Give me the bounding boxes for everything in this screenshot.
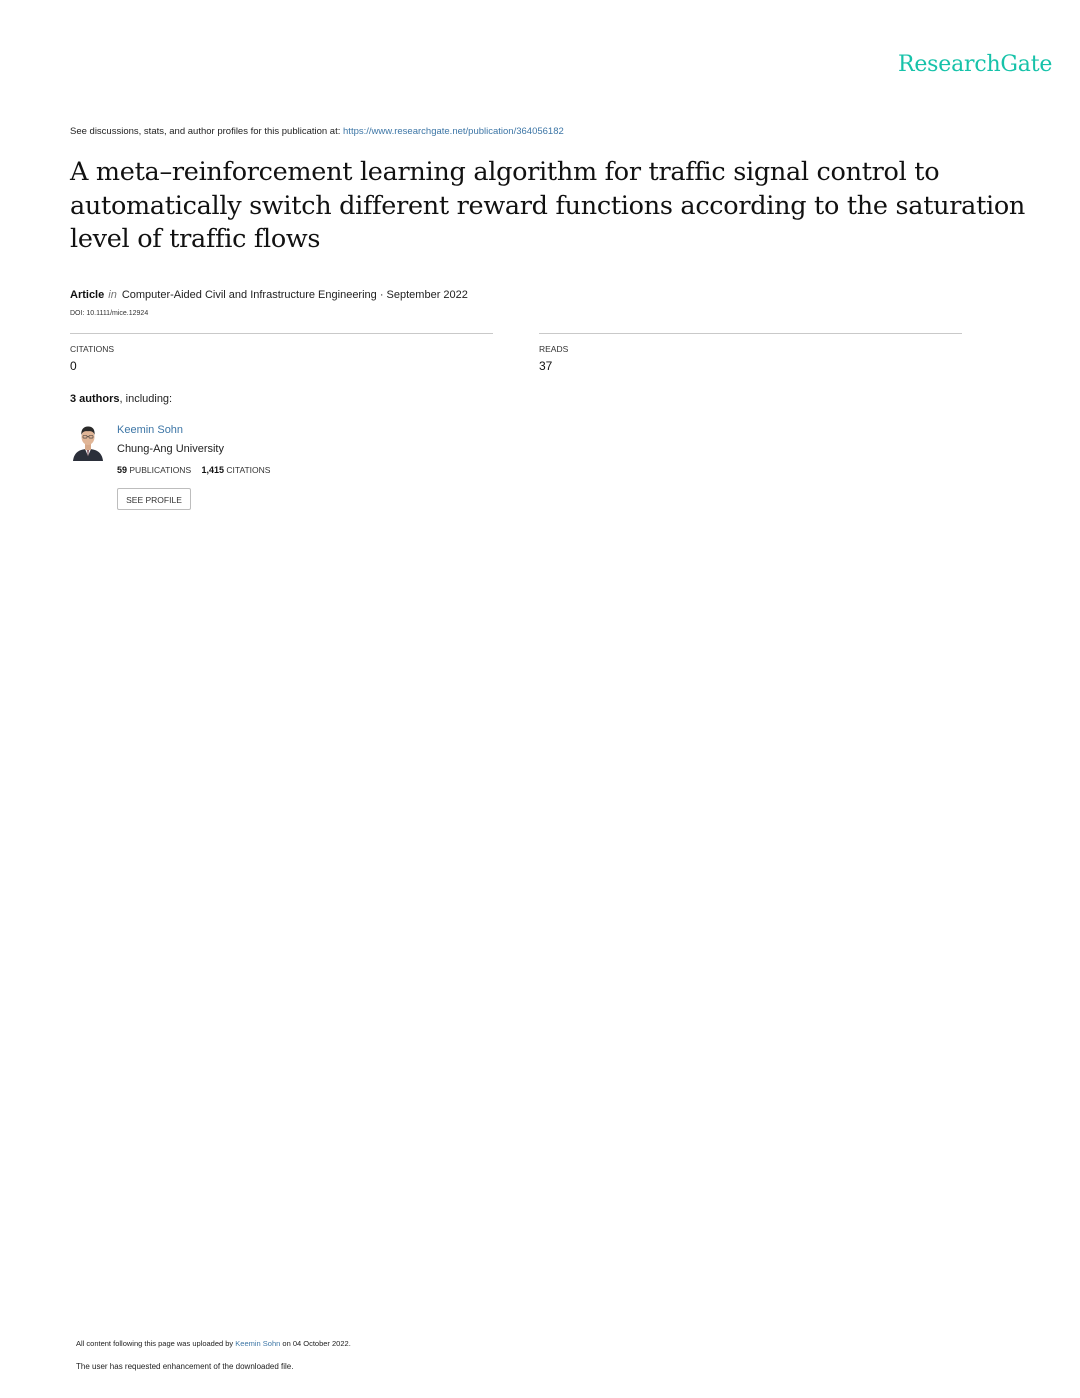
authors-count: 3 authors: [70, 393, 120, 405]
upload-notice: [76, 1339, 351, 1348]
author-citations-label: CITATIONS: [226, 465, 271, 475]
reads-label: READS: [539, 344, 569, 354]
author-citations-count: 1,415: [201, 465, 225, 475]
upload-prefix: All content following this page was uploaded by: [76, 1339, 236, 1348]
author-publications-label: PUBLICATIONS: [129, 465, 192, 475]
author-stats: [117, 465, 270, 475]
enhancement-note: The user has requested enhancement of the downloaded file.: [76, 1362, 294, 1371]
venue-date: Computer-Aided Civil and Infrastructure Engineering · September 2022: [121, 289, 468, 301]
citations-divider: [70, 333, 493, 334]
source-line: [70, 126, 564, 137]
in-label: in: [108, 289, 117, 301]
publication-title: A meta–reinforcement learning algorithm for traffic signal control to automatically switch different reward functions according to the saturation level of traffic flows: [70, 157, 1026, 254]
author-publications-count: 59: [117, 465, 128, 475]
publication-url-link[interactable]: https://www.researchgate.net/publication/364056182: [343, 126, 564, 137]
author-photo-icon: [72, 423, 104, 461]
uploader-link[interactable]: Keemin Sohn: [235, 1339, 281, 1348]
citations-label: CITATIONS: [70, 344, 115, 354]
see-profile-button[interactable]: SEE PROFILE: [117, 488, 191, 510]
reads-divider: [539, 333, 962, 334]
doi: DOI: 10.1111/mice.12924: [70, 310, 149, 317]
authors-summary: [70, 393, 172, 405]
reads-value: 37: [539, 359, 553, 373]
upload-suffix: on 04 October 2022.: [280, 1339, 351, 1348]
publication-meta: [70, 289, 468, 301]
source-prefix: See discussions, stats, and author profiles for this publication at:: [70, 126, 344, 137]
author-avatar[interactable]: [72, 423, 104, 461]
researchgate-logo[interactable]: ResearchGate: [898, 52, 1053, 77]
authors-suffix: , including:: [119, 393, 173, 405]
publication-type: Article: [70, 289, 105, 301]
author-name-link[interactable]: Keemin Sohn: [117, 424, 184, 436]
author-affiliation: Chung-Ang University: [117, 443, 224, 455]
citations-value: 0: [70, 359, 77, 373]
